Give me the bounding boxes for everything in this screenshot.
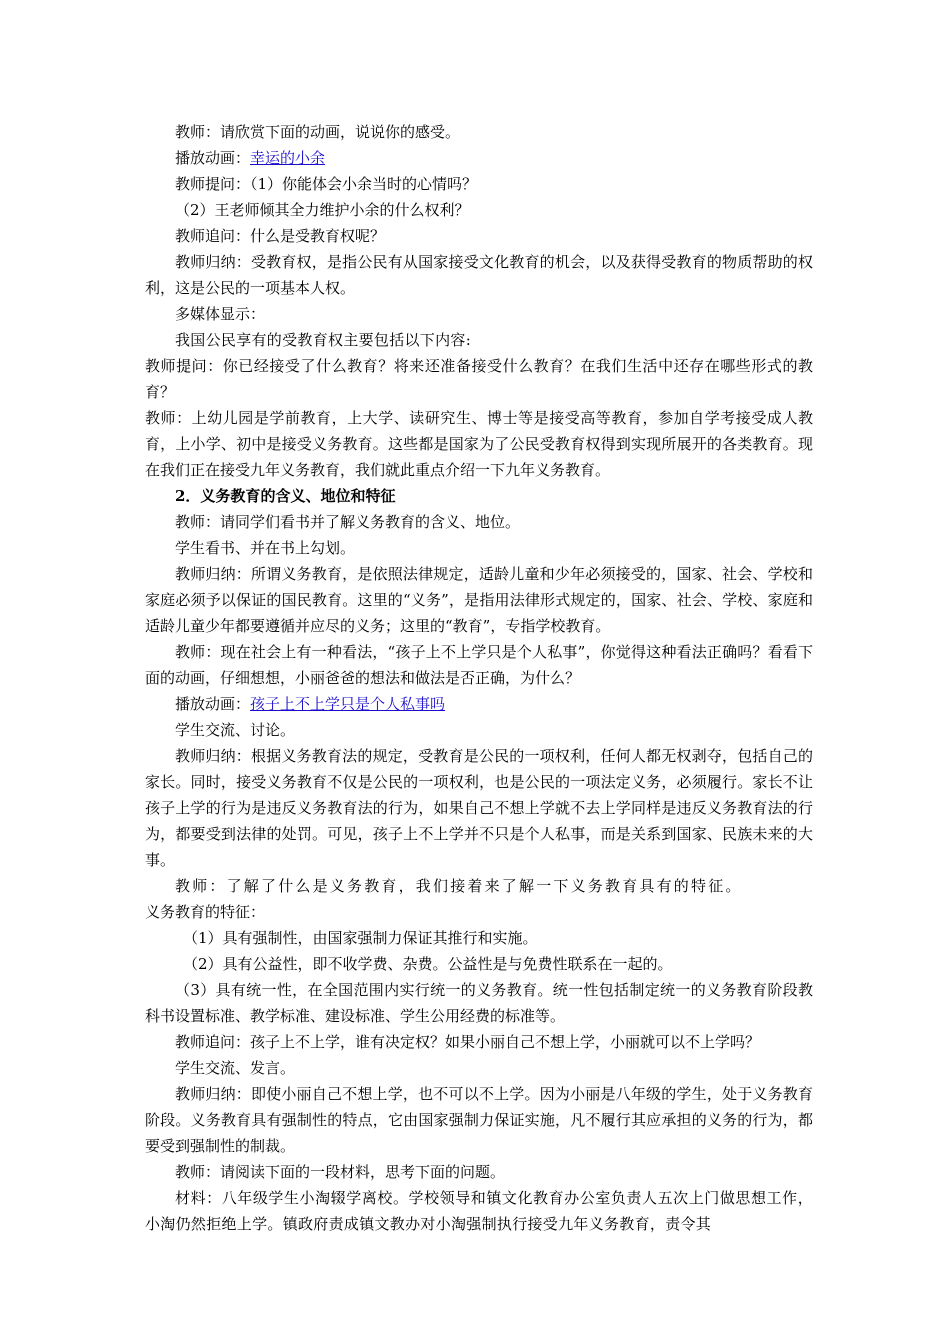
paragraph-prefix: 播放动画：: [175, 695, 251, 713]
paragraph: 教师：请阅读下面的一段材料，思考下面的问题。: [175, 1163, 506, 1181]
paragraph: 多媒体显示：: [175, 305, 266, 323]
paragraph: 学生看书、并在书上勾划。: [175, 539, 356, 557]
paragraph: 教师：上幼儿园是学前教育，上大学、读研究生、博士等是接受高等教育，参加自学考接受成人教育，上小学、初中是接受义务教育。这些都是国家为了公民受教育权得到实现所展开的各类教育。现在我们正在接受九年义务教育，我们就此重点介绍一下九年义务教育。: [145, 409, 813, 479]
paragraph: 义务教育的特征：: [145, 903, 266, 921]
paragraph: 学生交流、发言。: [175, 1059, 296, 1077]
paragraph: 2．义务教育的含义、地位和特征: [175, 487, 396, 505]
paragraph: 教师归纳：所谓义务教育，是依照法律规定，适龄儿童和少年必须接受的，国家、社会、学校和家庭必须予以保证的国民教育。这里的“义务”，是指用法律形式规定的，国家、社会、学校、家庭和适龄儿童少年都要遵循并应尽的义务；这里的“教育”，专指学校教育。: [145, 565, 813, 635]
paragraph: 教师：了解了什么是义务教育，我们接着来了解一下义务教育具有的特征。: [175, 877, 743, 895]
paragraph: （2）王老师倾其全力维护小余的什么权利？: [175, 201, 470, 219]
paragraph: 教师提问：（1）你能体会小余当时的心情吗？: [175, 175, 478, 193]
paragraph: 材料：八年级学生小淘辍学离校。学校领导和镇文化教育办公室负责人五次上门做思想工作，小淘仍然拒绝上学。镇政府责成镇文教办对小淘强制执行接受九年义务教育，责令其: [145, 1189, 813, 1233]
paragraph: 教师：现在社会上有一种看法，“孩子上不上学只是个人私事”，你觉得这种看法正确吗？看看下面的动画，仔细想想，小丽爸爸的想法和做法是否正确，为什么？: [145, 643, 813, 687]
paragraph: 教师归纳：根据义务教育法的规定，受教育是公民的一项权利，任何人都无权剥夺，包括自己的家长。同时，接受义务教育不仅是公民的一项权利，也是公民的一项法定义务，必须履行。家长不让孩子上学的行为是违反义务教育法的行为，如果自己不想上学就不去上学同样是违反义务教育法的行为，都要受到法律的处罚。可见，孩子上不上学并不只是个人私事，而是关系到国家、民族未来的大事。: [145, 747, 813, 869]
paragraph: 教师：请欣赏下面的动画，说说你的感受。: [175, 123, 461, 141]
paragraph: [145, 145, 813, 171]
paragraph: 学生交流、讨论。: [175, 721, 296, 739]
paragraph: 教师提问：你已经接受了什么教育？将来还准备接受什么教育？在我们生活中还存在哪些形式的教育？: [145, 357, 813, 401]
document-body: [145, 119, 813, 1237]
paragraph: 教师追问：孩子上不上学，谁有决定权？如果小丽自己不想上学，小丽就可以不上学吗？: [175, 1033, 761, 1051]
paragraph: 教师：请同学们看书并了解义务教育的含义、地位。: [175, 513, 521, 531]
paragraph: （2）具有公益性，即不收学费、杂费。公益性是与免费性联系在一起的。: [183, 955, 673, 973]
paragraph: 我国公民享有的受教育权主要包括以下内容:: [175, 331, 472, 349]
paragraph: 教师归纳：即使小丽自己不想上学，也不可以不上学。因为小丽是八年级的学生，处于义务教育阶段。义务教育具有强制性的特点，它由国家强制力保证实施，凡不履行其应承担的义务的行为，都要受到强制性的制裁。: [145, 1085, 813, 1155]
animation-link[interactable]: 孩子上不上学只是个人私事吗: [250, 695, 446, 713]
paragraph: （3）具有统一性，在全国范围内实行统一的义务教育。统一性包括制定统一的义务教育阶段教科书设置标准、教学标准、建设标准、学生公用经费的标准等。: [145, 981, 813, 1025]
animation-link[interactable]: 幸运的小余: [250, 149, 326, 167]
paragraph: 教师归纳：受教育权，是指公民有从国家接受文化教育的机会，以及获得受教育的物质帮助的权利，这是公民的一项基本人权。: [145, 253, 813, 297]
paragraph-prefix: 播放动画：: [175, 149, 251, 167]
paragraph: 教师追问：什么是受教育权呢？: [175, 227, 386, 245]
paragraph: （1）具有强制性，由国家强制力保证其推行和实施。: [183, 929, 538, 947]
paragraph: [145, 691, 813, 717]
